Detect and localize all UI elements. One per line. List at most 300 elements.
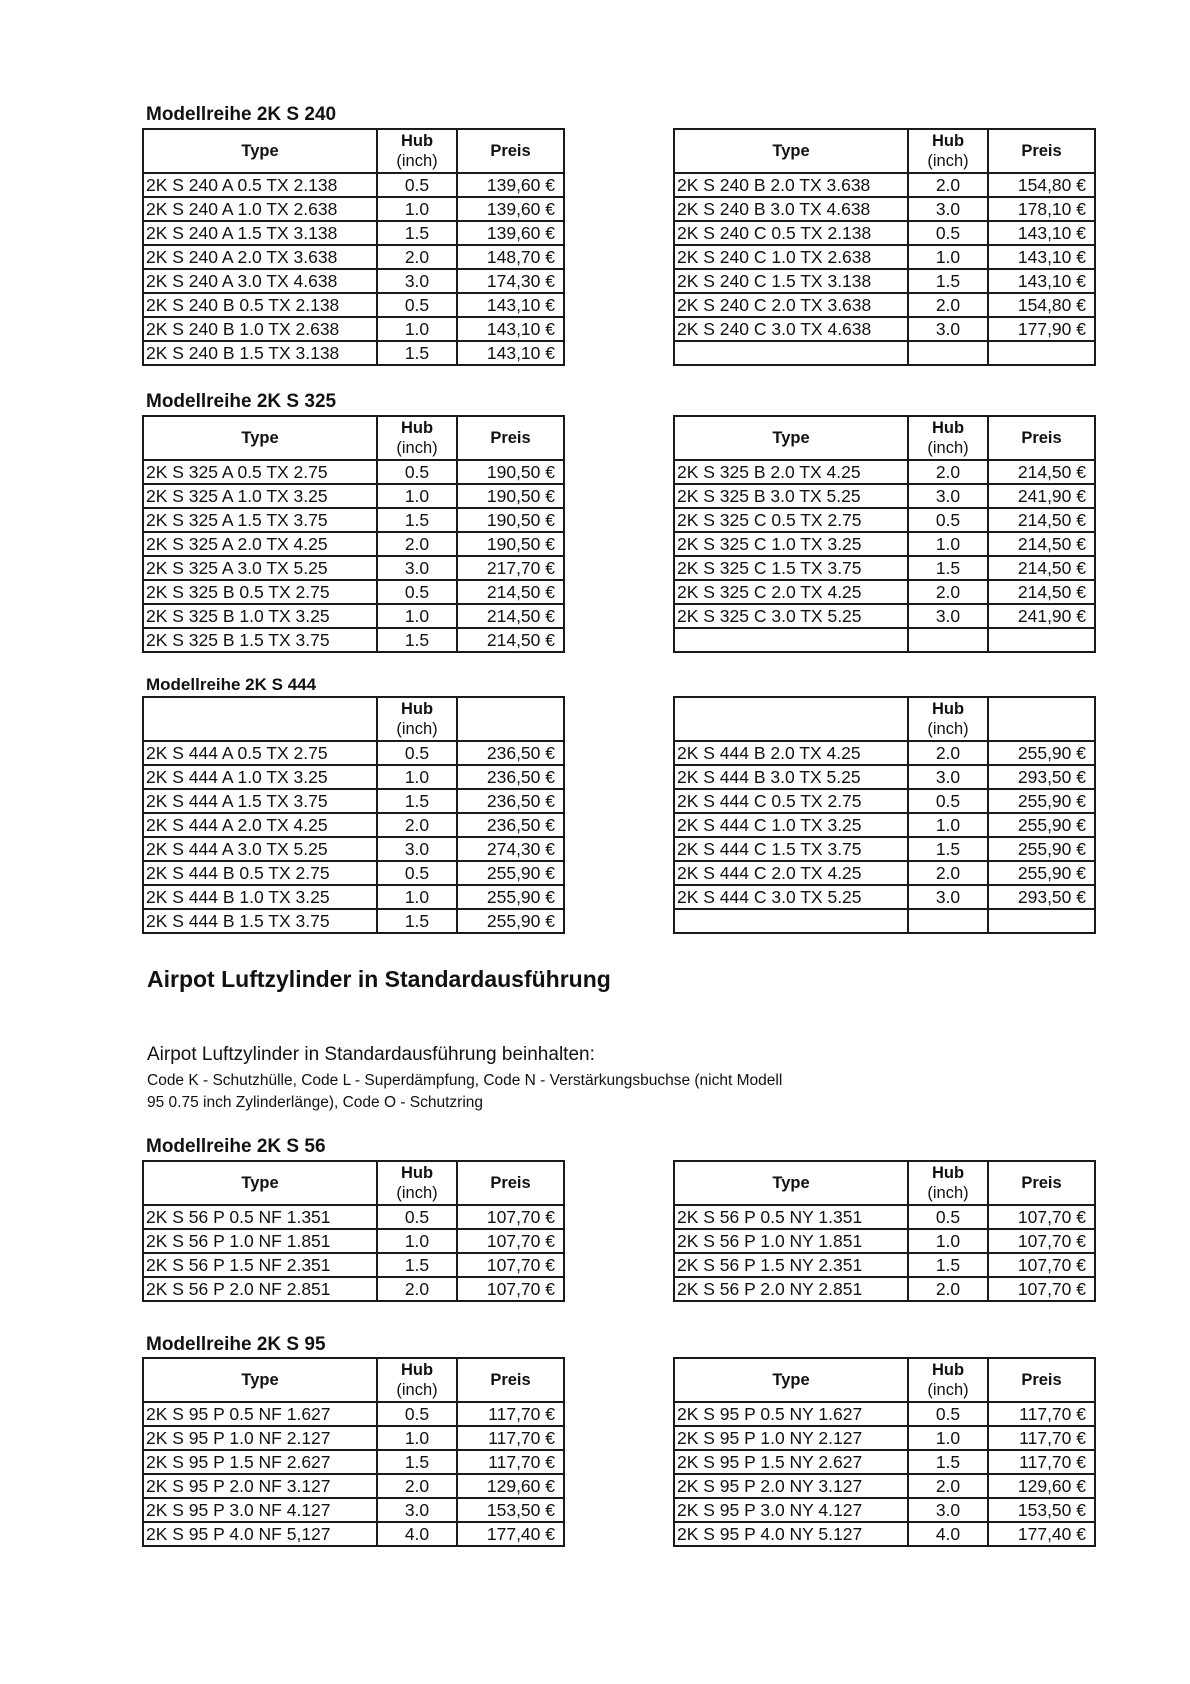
price-cell: 236,50 € — [457, 789, 564, 813]
hub-cell: 0.5 — [377, 580, 457, 604]
hub-label: Hub — [931, 1164, 965, 1182]
type-cell: 2K S 325 A 3.0 TX 5.25 — [143, 556, 377, 580]
hub-cell: 1.5 — [377, 1450, 457, 1474]
type-cell: 2K S 56 P 1.0 NY 1.851 — [674, 1229, 908, 1253]
hub-cell: 3.0 — [908, 1498, 988, 1522]
hub-cell: 3.0 — [908, 484, 988, 508]
price-cell: 154,80 € — [988, 173, 1095, 197]
table-row — [674, 1426, 1095, 1450]
table-row — [674, 484, 1095, 508]
type-cell: 2K S 240 C 0.5 TX 2.138 — [674, 221, 908, 245]
hub-label: Hub — [400, 1164, 434, 1182]
hub-label: Hub — [400, 132, 434, 150]
column-header-hub — [908, 1358, 988, 1402]
hub-label: Hub — [931, 419, 965, 437]
type-cell: 2K S 95 P 4.0 NY 5.127 — [674, 1522, 908, 1546]
column-header-type: Type — [143, 129, 377, 173]
price-cell: 177,40 € — [457, 1522, 564, 1546]
hub-cell: 1.5 — [908, 556, 988, 580]
price-cell: 293,50 € — [988, 765, 1095, 789]
hub-cell: 1.5 — [908, 837, 988, 861]
type-cell: 2K S 95 P 3.0 NY 4.127 — [674, 1498, 908, 1522]
table-row — [674, 1402, 1095, 1426]
header-row — [143, 416, 564, 460]
price-cell: 107,70 € — [457, 1277, 564, 1301]
price-cell: 190,50 € — [457, 484, 564, 508]
type-cell — [674, 909, 908, 933]
airpot-codes-line-2: 95 0.75 inch Zylinderlänge), Code O - Schutzring — [147, 1094, 484, 1111]
section-title-56: Modellreihe 2K S 56 — [146, 1136, 326, 1157]
table-row — [143, 508, 564, 532]
hub-unit-label: (inch) — [396, 1184, 438, 1202]
price-cell: 117,70 € — [988, 1426, 1095, 1450]
table-row — [143, 317, 564, 341]
table-row — [674, 1498, 1095, 1522]
hub-cell — [908, 909, 988, 933]
price-cell: 107,70 € — [988, 1277, 1095, 1301]
column-header-price: Preis — [988, 1358, 1095, 1402]
hub-cell: 0.5 — [908, 1402, 988, 1426]
hub-cell: 2.0 — [908, 460, 988, 484]
hub-cell: 0.5 — [908, 1205, 988, 1229]
price-cell: 117,70 € — [457, 1426, 564, 1450]
header-row — [143, 1358, 564, 1402]
type-cell: 2K S 325 A 0.5 TX 2.75 — [143, 460, 377, 484]
type-cell: 2K S 444 B 1.5 TX 3.75 — [143, 909, 377, 933]
price-cell: 129,60 € — [988, 1474, 1095, 1498]
price-cell: 236,50 € — [457, 813, 564, 837]
price-table-95-right — [673, 1357, 1096, 1547]
column-header-type: Type — [674, 1358, 908, 1402]
price-cell: 143,10 € — [988, 269, 1095, 293]
column-header-price — [457, 697, 564, 741]
type-cell: 2K S 444 B 3.0 TX 5.25 — [674, 765, 908, 789]
hub-cell: 1.0 — [908, 1426, 988, 1450]
hub-cell: 1.5 — [377, 1253, 457, 1277]
table-row — [674, 293, 1095, 317]
table-row — [674, 221, 1095, 245]
column-header-price: Preis — [457, 1161, 564, 1205]
price-cell: 274,30 € — [457, 837, 564, 861]
type-cell: 2K S 240 B 3.0 TX 4.638 — [674, 197, 908, 221]
price-cell: 117,70 € — [988, 1402, 1095, 1426]
airpot-codes-line-1: Code K - Schutzhülle, Code L - Superdämpfung, Code N - Verstärkungsbuchse (nicht Modell — [147, 1072, 783, 1089]
price-table-240-right — [673, 128, 1096, 366]
header-row — [143, 1161, 564, 1205]
price-cell: 190,50 € — [457, 508, 564, 532]
hub-cell: 0.5 — [908, 221, 988, 245]
price-cell: 214,50 € — [457, 604, 564, 628]
type-cell: 2K S 325 A 1.5 TX 3.75 — [143, 508, 377, 532]
type-cell: 2K S 95 P 2.0 NF 3.127 — [143, 1474, 377, 1498]
price-cell: 177,40 € — [988, 1522, 1095, 1546]
header-row — [674, 697, 1095, 741]
column-header-hub — [908, 129, 988, 173]
hub-cell: 1.0 — [377, 1229, 457, 1253]
header-row — [143, 129, 564, 173]
hub-cell: 1.0 — [377, 885, 457, 909]
table-row — [143, 789, 564, 813]
price-cell: 214,50 € — [988, 460, 1095, 484]
table-row — [674, 460, 1095, 484]
table-row — [674, 765, 1095, 789]
hub-cell: 1.0 — [377, 197, 457, 221]
header-row — [143, 697, 564, 741]
price-cell: 153,50 € — [457, 1498, 564, 1522]
hub-cell — [908, 628, 988, 652]
header-row — [674, 1161, 1095, 1205]
column-header-type: Type — [674, 129, 908, 173]
type-cell: 2K S 240 A 1.5 TX 3.138 — [143, 221, 377, 245]
type-cell: 2K S 240 B 2.0 TX 3.638 — [674, 173, 908, 197]
type-cell: 2K S 444 A 0.5 TX 2.75 — [143, 741, 377, 765]
hub-cell: 1.0 — [908, 532, 988, 556]
table-row — [674, 173, 1095, 197]
section-title-95: Modellreihe 2K S 95 — [146, 1334, 326, 1355]
table-row — [143, 580, 564, 604]
price-table-95-left — [142, 1357, 565, 1547]
hub-cell: 1.0 — [377, 604, 457, 628]
column-header-price: Preis — [988, 129, 1095, 173]
price-cell: 129,60 € — [457, 1474, 564, 1498]
column-header-type: Type — [674, 416, 908, 460]
hub-cell: 1.5 — [377, 221, 457, 245]
airpot-intro: Airpot Luftzylinder in Standardausführung beinhalten: — [147, 1044, 595, 1065]
hub-label: Hub — [400, 700, 434, 718]
price-cell: 117,70 € — [988, 1450, 1095, 1474]
price-cell: 178,10 € — [988, 197, 1095, 221]
price-cell — [988, 909, 1095, 933]
table-row — [143, 885, 564, 909]
hub-cell: 3.0 — [908, 604, 988, 628]
price-cell: 241,90 € — [988, 484, 1095, 508]
price-cell: 139,60 € — [457, 197, 564, 221]
column-header-hub — [908, 1161, 988, 1205]
table-row — [674, 532, 1095, 556]
hub-label: Hub — [931, 700, 965, 718]
type-cell: 2K S 444 C 3.0 TX 5.25 — [674, 885, 908, 909]
price-cell: 214,50 € — [457, 580, 564, 604]
hub-cell: 1.5 — [377, 508, 457, 532]
table-row — [143, 269, 564, 293]
airpot-heading: Airpot Luftzylinder in Standardausführung — [147, 966, 611, 992]
hub-cell: 1.0 — [908, 813, 988, 837]
table-row — [143, 1522, 564, 1546]
column-header-hub — [377, 1161, 457, 1205]
column-header-hub — [377, 416, 457, 460]
table-row — [143, 604, 564, 628]
price-cell: 236,50 € — [457, 765, 564, 789]
price-cell — [988, 341, 1095, 365]
type-cell: 2K S 325 C 2.0 TX 4.25 — [674, 580, 908, 604]
type-cell: 2K S 95 P 1.0 NY 2.127 — [674, 1426, 908, 1450]
table-row — [143, 813, 564, 837]
price-cell: 214,50 € — [988, 532, 1095, 556]
type-cell: 2K S 444 C 0.5 TX 2.75 — [674, 789, 908, 813]
type-cell: 2K S 444 B 1.0 TX 3.25 — [143, 885, 377, 909]
column-header-type — [674, 697, 908, 741]
hub-cell: 0.5 — [377, 460, 457, 484]
table-row — [143, 837, 564, 861]
hub-cell: 3.0 — [377, 556, 457, 580]
column-header-price: Preis — [988, 416, 1095, 460]
header-row — [674, 416, 1095, 460]
table-row — [674, 813, 1095, 837]
column-header-type — [143, 697, 377, 741]
price-cell: 214,50 € — [988, 556, 1095, 580]
header-row — [674, 1358, 1095, 1402]
price-cell: 107,70 € — [988, 1229, 1095, 1253]
hub-cell: 1.0 — [908, 245, 988, 269]
hub-unit-label: (inch) — [927, 439, 969, 457]
hub-label: Hub — [400, 1361, 434, 1379]
column-header-price: Preis — [457, 1358, 564, 1402]
price-cell: 154,80 € — [988, 293, 1095, 317]
hub-unit-label: (inch) — [927, 720, 969, 738]
table-row — [674, 1450, 1095, 1474]
hub-cell: 3.0 — [908, 885, 988, 909]
type-cell: 2K S 95 P 0.5 NF 1.627 — [143, 1402, 377, 1426]
hub-label: Hub — [400, 419, 434, 437]
hub-cell: 1.0 — [377, 1426, 457, 1450]
price-cell: 143,10 € — [988, 221, 1095, 245]
hub-cell: 2.0 — [908, 293, 988, 317]
type-cell: 2K S 56 P 2.0 NF 2.851 — [143, 1277, 377, 1301]
hub-cell: 4.0 — [377, 1522, 457, 1546]
price-cell: 190,50 € — [457, 460, 564, 484]
hub-unit-label: (inch) — [396, 720, 438, 738]
hub-cell: 2.0 — [377, 245, 457, 269]
type-cell: 2K S 325 B 1.5 TX 3.75 — [143, 628, 377, 652]
column-header-type: Type — [143, 1161, 377, 1205]
price-cell: 107,70 € — [988, 1205, 1095, 1229]
table-row — [143, 532, 564, 556]
table-row — [143, 1205, 564, 1229]
type-cell: 2K S 325 C 3.0 TX 5.25 — [674, 604, 908, 628]
type-cell: 2K S 240 A 3.0 TX 4.638 — [143, 269, 377, 293]
price-cell: 293,50 € — [988, 885, 1095, 909]
table-row — [143, 556, 564, 580]
type-cell: 2K S 95 P 3.0 NF 4.127 — [143, 1498, 377, 1522]
table-row — [143, 293, 564, 317]
table-row — [674, 1474, 1095, 1498]
hub-cell: 0.5 — [377, 293, 457, 317]
price-cell: 214,50 € — [988, 580, 1095, 604]
price-cell: 255,90 € — [457, 885, 564, 909]
hub-cell: 0.5 — [908, 508, 988, 532]
price-cell: 255,90 € — [988, 861, 1095, 885]
price-cell: 255,90 € — [988, 789, 1095, 813]
table-row — [143, 245, 564, 269]
hub-cell: 2.0 — [908, 741, 988, 765]
hub-cell: 0.5 — [377, 861, 457, 885]
hub-cell: 1.5 — [377, 628, 457, 652]
table-row — [143, 1253, 564, 1277]
table-row — [674, 909, 1095, 933]
price-cell: 107,70 € — [457, 1229, 564, 1253]
type-cell: 2K S 444 B 2.0 TX 4.25 — [674, 741, 908, 765]
table-row — [143, 173, 564, 197]
price-table-56-left — [142, 1160, 565, 1302]
price-cell: 107,70 € — [457, 1205, 564, 1229]
column-header-price: Preis — [457, 416, 564, 460]
price-cell: 153,50 € — [988, 1498, 1095, 1522]
type-cell: 2K S 56 P 0.5 NY 1.351 — [674, 1205, 908, 1229]
type-cell: 2K S 95 P 1.5 NY 2.627 — [674, 1450, 908, 1474]
price-cell: 107,70 € — [457, 1253, 564, 1277]
table-row — [674, 580, 1095, 604]
price-cell: 177,90 € — [988, 317, 1095, 341]
section-title-444: Modellreihe 2K S 444 — [146, 675, 317, 694]
type-cell — [674, 341, 908, 365]
type-cell: 2K S 240 B 1.0 TX 2.638 — [143, 317, 377, 341]
column-header-price: Preis — [457, 129, 564, 173]
hub-cell: 2.0 — [377, 1277, 457, 1301]
column-header-type: Type — [674, 1161, 908, 1205]
table-row — [674, 885, 1095, 909]
hub-cell: 3.0 — [908, 317, 988, 341]
price-cell: 255,90 € — [988, 741, 1095, 765]
type-cell: 2K S 325 C 0.5 TX 2.75 — [674, 508, 908, 532]
table-row — [674, 197, 1095, 221]
price-cell: 255,90 € — [988, 813, 1095, 837]
hub-cell: 2.0 — [908, 861, 988, 885]
hub-cell: 3.0 — [377, 1498, 457, 1522]
hub-cell: 0.5 — [908, 789, 988, 813]
table-row — [143, 741, 564, 765]
table-row — [143, 1498, 564, 1522]
price-cell: 174,30 € — [457, 269, 564, 293]
type-cell: 2K S 240 B 1.5 TX 3.138 — [143, 341, 377, 365]
type-cell: 2K S 444 C 2.0 TX 4.25 — [674, 861, 908, 885]
table-row — [674, 1253, 1095, 1277]
hub-cell: 1.5 — [908, 1450, 988, 1474]
type-cell: 2K S 444 C 1.0 TX 3.25 — [674, 813, 908, 837]
hub-label: Hub — [931, 132, 965, 150]
hub-cell: 3.0 — [908, 197, 988, 221]
price-cell: 217,70 € — [457, 556, 564, 580]
hub-cell: 0.5 — [377, 1205, 457, 1229]
type-cell: 2K S 240 B 0.5 TX 2.138 — [143, 293, 377, 317]
price-cell: 148,70 € — [457, 245, 564, 269]
table-row — [143, 1402, 564, 1426]
hub-cell: 1.5 — [908, 1253, 988, 1277]
hub-cell: 4.0 — [908, 1522, 988, 1546]
table-row — [143, 628, 564, 652]
price-table-444-left — [142, 696, 565, 934]
type-cell: 2K S 444 C 1.5 TX 3.75 — [674, 837, 908, 861]
type-cell: 2K S 95 P 2.0 NY 3.127 — [674, 1474, 908, 1498]
price-cell: 255,90 € — [457, 861, 564, 885]
hub-cell: 3.0 — [377, 269, 457, 293]
type-cell: 2K S 444 A 1.5 TX 3.75 — [143, 789, 377, 813]
price-cell: 107,70 € — [988, 1253, 1095, 1277]
type-cell: 2K S 240 C 1.0 TX 2.638 — [674, 245, 908, 269]
table-row — [674, 861, 1095, 885]
table-row — [674, 269, 1095, 293]
table-row — [143, 909, 564, 933]
price-cell: 214,50 € — [988, 508, 1095, 532]
column-header-hub — [908, 697, 988, 741]
type-cell: 2K S 56 P 2.0 NY 2.851 — [674, 1277, 908, 1301]
table-row — [143, 1474, 564, 1498]
column-header-hub — [908, 416, 988, 460]
hub-cell: 1.5 — [908, 269, 988, 293]
price-cell: 255,90 € — [457, 909, 564, 933]
type-cell: 2K S 325 A 1.0 TX 3.25 — [143, 484, 377, 508]
column-header-hub — [377, 129, 457, 173]
section-title-325: Modellreihe 2K S 325 — [146, 391, 337, 412]
hub-cell: 0.5 — [377, 1402, 457, 1426]
column-header-hub — [377, 1358, 457, 1402]
hub-cell: 0.5 — [377, 173, 457, 197]
table-row — [674, 341, 1095, 365]
type-cell: 2K S 240 A 0.5 TX 2.138 — [143, 173, 377, 197]
type-cell: 2K S 56 P 0.5 NF 1.351 — [143, 1205, 377, 1229]
table-row — [143, 484, 564, 508]
price-cell: 139,60 € — [457, 173, 564, 197]
table-row — [143, 221, 564, 245]
price-table-325-right — [673, 415, 1096, 653]
type-cell: 2K S 240 C 1.5 TX 3.138 — [674, 269, 908, 293]
type-cell: 2K S 444 A 3.0 TX 5.25 — [143, 837, 377, 861]
price-table-56-right — [673, 1160, 1096, 1302]
table-row — [143, 861, 564, 885]
type-cell: 2K S 95 P 4.0 NF 5,127 — [143, 1522, 377, 1546]
table-row — [674, 1277, 1095, 1301]
price-cell — [988, 628, 1095, 652]
type-cell: 2K S 325 C 1.0 TX 3.25 — [674, 532, 908, 556]
hub-cell: 1.5 — [377, 789, 457, 813]
hub-unit-label: (inch) — [396, 1381, 438, 1399]
airpot-codes-text — [147, 1070, 907, 1114]
price-cell: 117,70 € — [457, 1402, 564, 1426]
type-cell: 2K S 325 C 1.5 TX 3.75 — [674, 556, 908, 580]
table-row — [143, 1426, 564, 1450]
type-cell: 2K S 240 A 1.0 TX 2.638 — [143, 197, 377, 221]
table-row — [674, 245, 1095, 269]
table-row — [674, 604, 1095, 628]
table-row — [143, 1229, 564, 1253]
price-cell: 143,10 € — [457, 317, 564, 341]
table-row — [674, 508, 1095, 532]
type-cell: 2K S 240 A 2.0 TX 3.638 — [143, 245, 377, 269]
hub-cell: 2.0 — [377, 813, 457, 837]
table-row — [674, 837, 1095, 861]
column-header-type: Type — [143, 416, 377, 460]
section-title-240: Modellreihe 2K S 240 — [146, 104, 337, 125]
table-row — [674, 741, 1095, 765]
type-cell: 2K S 325 A 2.0 TX 4.25 — [143, 532, 377, 556]
hub-cell: 2.0 — [908, 173, 988, 197]
price-cell: 241,90 € — [988, 604, 1095, 628]
table-row — [674, 789, 1095, 813]
type-cell: 2K S 56 P 1.5 NY 2.351 — [674, 1253, 908, 1277]
hub-cell: 2.0 — [377, 532, 457, 556]
price-cell: 143,10 € — [457, 341, 564, 365]
hub-cell: 1.0 — [377, 317, 457, 341]
column-header-price: Preis — [988, 1161, 1095, 1205]
hub-cell: 1.0 — [377, 765, 457, 789]
column-header-hub — [377, 697, 457, 741]
table-row — [674, 1229, 1095, 1253]
table-row — [674, 1522, 1095, 1546]
hub-cell: 2.0 — [908, 580, 988, 604]
table-row — [143, 341, 564, 365]
column-header-type: Type — [143, 1358, 377, 1402]
type-cell: 2K S 444 A 1.0 TX 3.25 — [143, 765, 377, 789]
header-row — [674, 129, 1095, 173]
